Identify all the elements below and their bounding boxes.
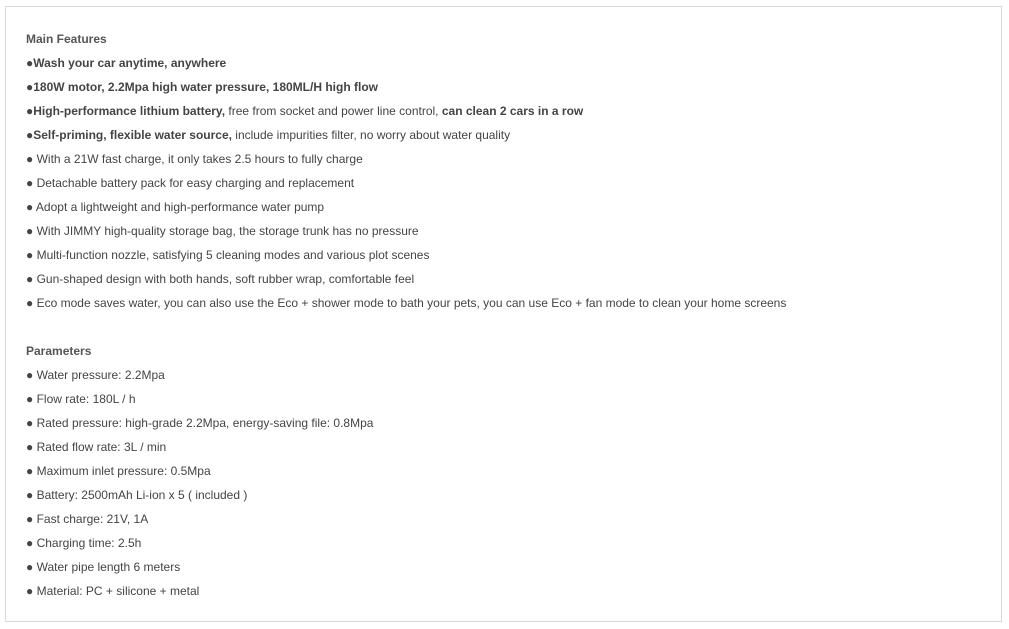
main-features-heading: Main Features [26,32,107,46]
parameter-item: ● Flow rate: 180L / h [26,392,136,406]
parameter-item: ● Material: PC + silicone + metal [26,584,200,598]
parameter-item: ● Rated flow rate: 3L / min [26,440,167,454]
feature-item: ● Adopt a lightweight and high-performance water pump [26,200,325,214]
feature-item: ● Eco mode saves water, you can also use the Eco + shower mode to bath your pets, you can use Eco + fan mode to clean your home screens [26,296,787,310]
feature-item: ● Gun-shaped design with both hands, soft rubber wrap, comfortable feel [26,272,415,286]
section-spacer [26,319,986,343]
feature-item: ●Self-priming, flexible water source, include impurities filter, no worry about water quality [26,128,511,142]
feature-item: ● With JIMMY high-quality storage bag, the storage trunk has no pressure [26,224,419,238]
feature-item: ● With a 21W fast charge, it only takes 2.5 hours to fully charge [26,152,363,166]
feature-item: ●180W motor, 2.2Mpa high water pressure, 180ML/H high flow [26,80,378,94]
description-panel [5,6,1002,622]
parameter-item: ● Rated pressure: high-grade 2.2Mpa, energy-saving file: 0.8Mpa [26,416,374,430]
description-content [26,31,986,607]
feature-item: ● Multi-function nozzle, satisfying 5 cleaning modes and various plot scenes [26,248,430,262]
feature-item: ●Wash your car anytime, anywhere [26,56,227,70]
parameter-item: ● Charging time: 2.5h [26,536,142,550]
parameter-item: ● Maximum inlet pressure: 0.5Mpa [26,464,211,478]
parameter-item: ● Battery: 2500mAh Li-ion x 5 ( included ) [26,488,248,502]
parameters-heading: Parameters [26,344,92,358]
feature-item: ●High-performance lithium battery, free from socket and power line control, can clean 2 cars in a row [26,104,584,118]
parameter-item: ● Fast charge: 21V, 1A [26,512,149,526]
parameter-item: ● Water pipe length 6 meters [26,560,181,574]
parameter-item: ● Water pressure: 2.2Mpa [26,368,165,382]
feature-item: ● Detachable battery pack for easy charging and replacement [26,176,355,190]
